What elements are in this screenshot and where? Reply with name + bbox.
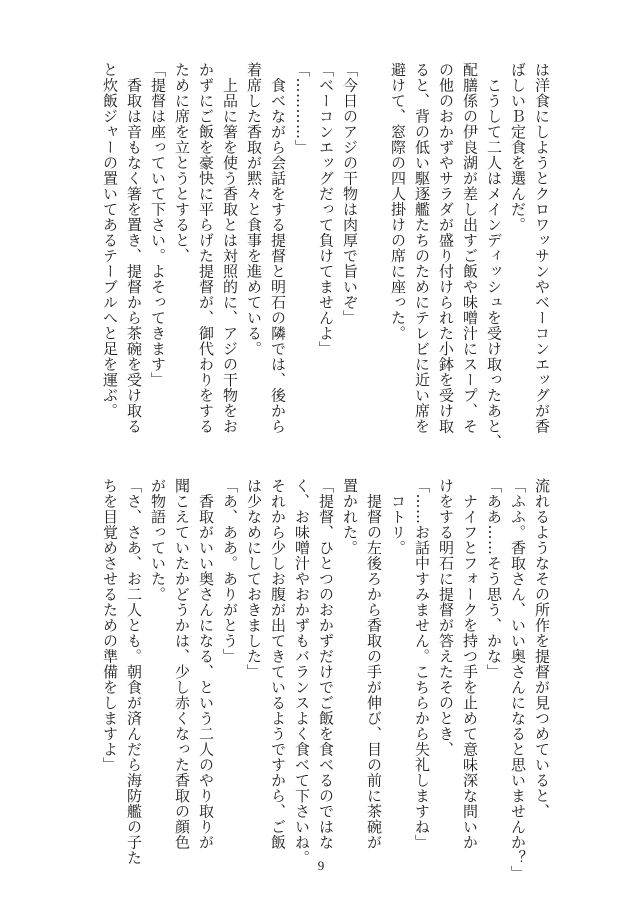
text-line: 「ああ……そう思う、かな」: [485, 478, 503, 680]
text-line: 「ベーコンエッグだって負けてませんよ」: [317, 62, 335, 357]
text-line: 聞こえていたかどうかは、少し赤くなった香取の顔色: [173, 478, 191, 850]
text-line: 「……お話中すみません。こちらから失礼しますね」: [413, 478, 431, 850]
text-line: 「あ、ああ。ありがとう」: [221, 478, 239, 664]
text-line: く、お味噌汁やおかずもバランスよく食べて下さいね。: [293, 478, 311, 866]
text-line: は洋食にしようとクロワッサンやベーコンエッグが香: [533, 62, 551, 434]
text-block-bottom: [98, 478, 554, 881]
text-line: 流れるようなその所作を提督が見つめていると、: [533, 478, 551, 819]
text-line: 置かれた。: [341, 478, 359, 556]
text-line: 「…………」: [293, 62, 311, 155]
text-line: 「提督、ひとつのおかずだけでご飯を食べるのではな: [317, 478, 335, 850]
text-line: 「提督は座っていて下さい。よそってきます」: [149, 62, 167, 388]
text-line: コトリ。: [389, 478, 407, 556]
text-line: 「さ、さあ、お二人とも。朝食が済んだら海防艦の子た: [125, 478, 143, 866]
text-line: 「今日のアジの干物は肉厚で旨いぞ」: [341, 62, 359, 326]
text-line: けをする明石に提督が答えたそのとき、: [437, 478, 455, 757]
text-line: 「ふふ。香取さん、いい奥さんになると思いませんか？」: [509, 478, 527, 881]
text-line: ナイフとフォークを持つ手を止めて意味深な問いか: [461, 478, 479, 850]
text-line: ると、背の低い駆逐艦たちのためにテレビに近い席を: [413, 62, 431, 434]
blank-line: [362, 62, 386, 452]
text-line: の他のおかずやサラダが盛り付けられた小鉢を受け取: [437, 62, 455, 434]
text-line: それから少しお腹が出てきているようですから、ご飯: [269, 478, 287, 850]
text-line: 着席した香取が黙々と食事を進めている。: [245, 62, 263, 357]
text-line: が物語っていた。: [149, 478, 167, 602]
text-line: こうして二人はメインディッシュを受け取ったあと、: [485, 62, 503, 450]
text-block-top: [98, 62, 554, 452]
text-line: ために席を立とうとすると、: [173, 62, 191, 264]
text-line: ちを目覚めさせるための準備をしますよ」: [101, 478, 119, 773]
text-line: 香取は音もなく箸を置き、提督から茶碗を受け取る: [125, 62, 143, 434]
page-number: 9: [317, 858, 325, 873]
text-line: 食べながら会話をする提督と明石の隣では、後から: [269, 62, 287, 434]
text-line: 香取がいい奥さんになる、という二人のやり取りが: [197, 478, 215, 850]
text-line: ばしいＢ定食を選んだ。: [509, 62, 527, 233]
text-line: と炊飯ジャーの置いてあるテーブルへと足を運ぶ。: [101, 62, 119, 419]
text-line: 避けて、窓際の四人掛けの席に座った。: [389, 62, 407, 341]
text-line: 上品に箸を使う香取とは対照的に、アジの干物をお: [221, 62, 239, 434]
text-line: 配膳係の伊良湖が差し出すご飯や味噌汁にスープ、そ: [461, 62, 479, 434]
text-line: は少なめにしておきました」: [245, 478, 263, 680]
text-line: 提督の左後ろから香取の手が伸び、目の前に茶碗が: [365, 478, 383, 850]
text-line: かずにご飯を豪快に平らげた提督が、御代わりをする: [197, 62, 215, 434]
